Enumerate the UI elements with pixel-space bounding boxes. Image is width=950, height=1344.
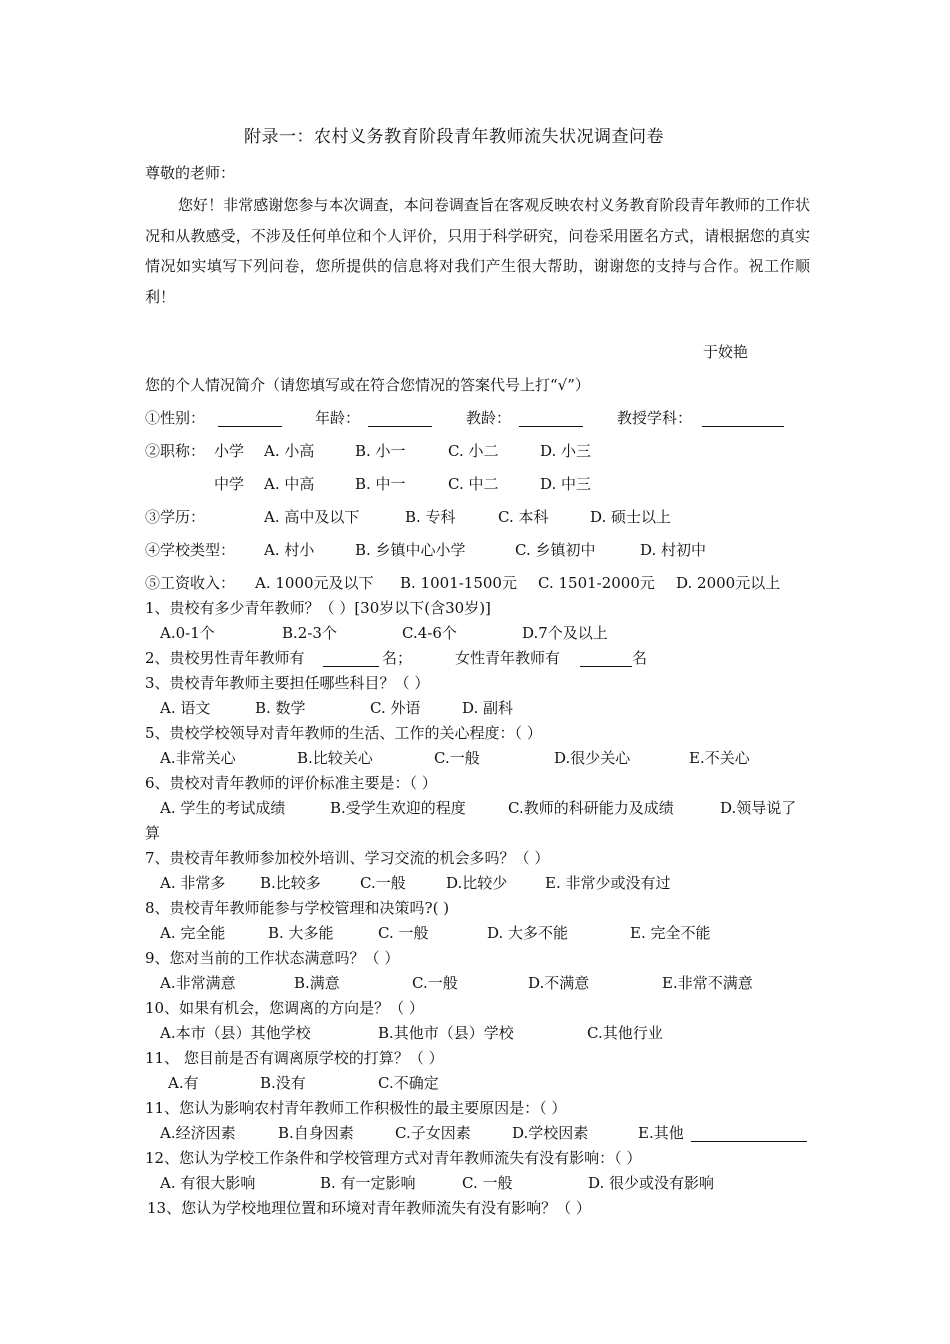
option[interactable]: D.领导说了 bbox=[720, 799, 797, 817]
option[interactable]: E. 完全不能 bbox=[630, 924, 711, 942]
option[interactable]: B.自身因素 bbox=[278, 1124, 354, 1142]
option[interactable]: A. 完全能 bbox=[160, 924, 226, 942]
question-5: 5、贵校学校领导对青年教师的生活、工作的关心程度：（ ） bbox=[145, 724, 542, 742]
gender-label: ①性别： bbox=[145, 409, 206, 427]
option[interactable]: C. 一般 bbox=[378, 924, 429, 942]
option[interactable]: C. 中二 bbox=[448, 475, 499, 493]
question-10: 10、如果有机会，您调离的方向是？（ ） bbox=[145, 999, 424, 1017]
option[interactable]: A. 小高 bbox=[264, 442, 315, 460]
option-wrap-text: 算 bbox=[145, 824, 161, 842]
option[interactable]: A. 非常多 bbox=[160, 874, 226, 892]
option[interactable]: B. 有一定影响 bbox=[320, 1174, 416, 1192]
option[interactable]: D.学校因素 bbox=[512, 1124, 589, 1142]
option[interactable]: B.比较关心 bbox=[297, 749, 373, 767]
question-6: 6、贵校对青年教师的评价标准主要是：（ ） bbox=[145, 774, 437, 792]
option[interactable]: B. 数学 bbox=[255, 699, 306, 717]
option[interactable]: B.受学生欢迎的程度 bbox=[330, 799, 466, 817]
option[interactable]: D. 中三 bbox=[540, 475, 592, 493]
teaching-years-label: 教龄： bbox=[466, 409, 512, 427]
subject-label: 教授学科： bbox=[617, 409, 693, 427]
option[interactable]: A. 高中及以下 bbox=[264, 508, 360, 526]
option[interactable]: B. 乡镇中心小学 bbox=[355, 541, 466, 559]
age-field[interactable] bbox=[368, 410, 432, 427]
question-7: 7、贵校青年教师参加校外培训、学习交流的机会多吗？（ ） bbox=[145, 849, 550, 867]
option[interactable]: B. 专科 bbox=[405, 508, 456, 526]
option[interactable]: D.不满意 bbox=[528, 974, 590, 992]
option[interactable]: A.有 bbox=[168, 1074, 199, 1092]
option[interactable]: C. 小二 bbox=[448, 442, 499, 460]
option[interactable]: E.非常不满意 bbox=[662, 974, 753, 992]
option[interactable]: B. 1001-1500元 bbox=[400, 574, 517, 592]
question-12: 12、您认为学校工作条件和学校管理方式对青年教师流失有没有影响：（ ） bbox=[145, 1149, 642, 1167]
author-name: 于姣艳 bbox=[703, 343, 749, 361]
option[interactable]: E. 非常少或没有过 bbox=[545, 874, 671, 892]
question-8: 8、贵校青年教师能参与学校管理和决策吗?( ) bbox=[145, 899, 450, 917]
option[interactable]: D. 村初中 bbox=[640, 541, 707, 559]
option[interactable]: C.一般 bbox=[412, 974, 458, 992]
option[interactable]: D.7个及以上 bbox=[522, 624, 608, 642]
question-2-part: 名； bbox=[382, 649, 413, 667]
option[interactable]: D.比较少 bbox=[446, 874, 508, 892]
option[interactable]: B. 大多能 bbox=[268, 924, 334, 942]
option[interactable]: E.其他 bbox=[638, 1124, 684, 1142]
option[interactable]: D.很少关心 bbox=[554, 749, 631, 767]
question-3: 3、贵校青年教师主要担任哪些科目？（ ） bbox=[145, 674, 430, 692]
school-type-label: ④学校类型： bbox=[145, 541, 236, 559]
option[interactable]: C. 外语 bbox=[370, 699, 421, 717]
option[interactable]: D. 2000元以上 bbox=[676, 574, 781, 592]
subject-field[interactable] bbox=[702, 410, 784, 427]
middle-label: 中学 bbox=[214, 475, 245, 493]
male-teacher-count-field[interactable] bbox=[323, 650, 379, 667]
question-2-part: 名 bbox=[632, 649, 648, 667]
primary-label: 小学 bbox=[214, 442, 245, 460]
teaching-years-field[interactable] bbox=[519, 410, 583, 427]
gender-field[interactable] bbox=[218, 410, 282, 427]
option[interactable]: C.一般 bbox=[434, 749, 480, 767]
question-11b: 11、您认为影响农村青年教师工作积极性的最主要原因是：（ ） bbox=[145, 1099, 567, 1117]
option[interactable]: D. 硕士以上 bbox=[590, 508, 672, 526]
option[interactable]: B.没有 bbox=[260, 1074, 306, 1092]
question-2-part: 2、贵校男性青年教师有 bbox=[145, 649, 305, 667]
option[interactable]: E.不关心 bbox=[689, 749, 750, 767]
option[interactable]: B. 中一 bbox=[355, 475, 406, 493]
option[interactable]: C. 本科 bbox=[498, 508, 549, 526]
option[interactable]: D. 小三 bbox=[540, 442, 592, 460]
question-9: 9、您对当前的工作状态满意吗？（ ） bbox=[145, 949, 400, 967]
option[interactable]: B.2-3个 bbox=[282, 624, 337, 642]
option[interactable]: C.一般 bbox=[360, 874, 406, 892]
option[interactable]: C.其他行业 bbox=[587, 1024, 663, 1042]
salary-label: ⑤工资收入： bbox=[145, 574, 236, 592]
option[interactable]: A. 学生的考试成绩 bbox=[160, 799, 286, 817]
option[interactable]: A.0-1个 bbox=[160, 624, 215, 642]
option[interactable]: B.比较多 bbox=[260, 874, 321, 892]
option[interactable]: C. 乡镇初中 bbox=[515, 541, 596, 559]
option[interactable]: C.4-6个 bbox=[402, 624, 457, 642]
option[interactable]: A. 1000元及以下 bbox=[255, 574, 374, 592]
title-label: ②职称： bbox=[145, 442, 206, 460]
option[interactable]: C.教师的科研能力及成绩 bbox=[508, 799, 674, 817]
option[interactable]: B.满意 bbox=[294, 974, 340, 992]
option[interactable]: C. 1501-2000元 bbox=[538, 574, 655, 592]
option[interactable]: C.不确定 bbox=[378, 1074, 439, 1092]
option[interactable]: A. 语文 bbox=[160, 699, 211, 717]
question-13: 13、您认为学校地理位置和环境对青年教师流失有没有影响？（ ） bbox=[147, 1199, 591, 1217]
document-title: 附录一：农村义务教育阶段青年教师流失状况调查问卷 bbox=[244, 127, 664, 147]
option[interactable]: A. 中高 bbox=[264, 475, 315, 493]
option[interactable]: A. 有很大影响 bbox=[160, 1174, 256, 1192]
option[interactable]: B.其他市（县）学校 bbox=[378, 1024, 514, 1042]
age-label: 年龄： bbox=[315, 409, 361, 427]
option[interactable]: C.子女因素 bbox=[395, 1124, 471, 1142]
education-label: ③学历： bbox=[145, 508, 206, 526]
question-11a: 11、 您目前是否有调离原学校的打算？（ ） bbox=[145, 1049, 444, 1067]
option[interactable]: C. 一般 bbox=[462, 1174, 513, 1192]
intro-paragraph: 您好！非常感谢您参与本次调查，本问卷调查旨在客观反映农村义务教育阶段青年教师的工作状况和从教感受，不涉及任何单位和个人评价，只用于科学研究，问卷采用匿名方式，请根据您的真实情况如实填写下列问卷，您所提供的信息将对我们产生很大帮助，谢谢您的支持与合作。祝工作顺利！ bbox=[145, 196, 810, 306]
other-reason-field[interactable] bbox=[691, 1125, 807, 1142]
option[interactable]: B. 小一 bbox=[355, 442, 406, 460]
option[interactable]: D. 很少或没有影响 bbox=[588, 1174, 715, 1192]
personal-info-header: 您的个人情况简介（请您填写或在符合您情况的答案代号上打“√”） bbox=[145, 376, 590, 394]
question-1: 1、贵校有多少青年教师？（ ）[30岁以下(含30岁)] bbox=[145, 599, 491, 617]
female-teacher-count-field[interactable] bbox=[580, 650, 632, 667]
option[interactable]: A.本市（县）其他学校 bbox=[160, 1024, 311, 1042]
option[interactable]: D. 大多不能 bbox=[487, 924, 569, 942]
option[interactable]: A.经济因素 bbox=[160, 1124, 236, 1142]
option[interactable]: D. 副科 bbox=[462, 699, 514, 717]
option[interactable]: A.非常满意 bbox=[160, 974, 236, 992]
option[interactable]: A.非常关心 bbox=[160, 749, 236, 767]
salutation: 尊敬的老师： bbox=[145, 164, 236, 182]
option[interactable]: A. 村小 bbox=[264, 541, 315, 559]
question-2-part: 女性青年教师有 bbox=[455, 649, 561, 667]
